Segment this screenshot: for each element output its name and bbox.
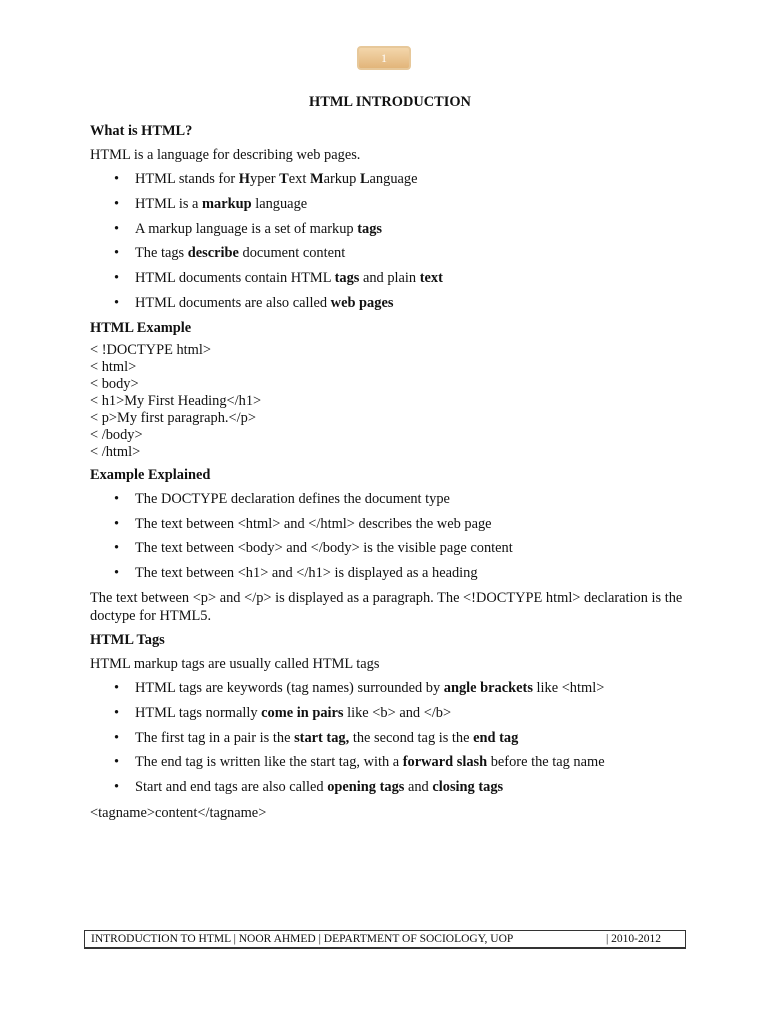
- list-item: • The end tag is written like the start tag, with a forward slash before the tag name: [90, 750, 690, 775]
- code-line: < p>My first paragraph.</p>: [90, 409, 256, 426]
- list-item: • HTML tags are keywords (tag names) surrounded by angle brackets like <html>: [90, 676, 690, 701]
- list-item: • The text between <html> and </html> describes the web page: [90, 512, 690, 537]
- code-line: < !DOCTYPE html>: [90, 341, 211, 358]
- footer-left-text: INTRODUCTION TO HTML | NOOR AHMED | DEPARTMENT OF SOCIOLOGY, UOP: [91, 933, 514, 945]
- code-line: < h1>My First Heading</h1>: [90, 392, 262, 409]
- code-line: < body>: [90, 375, 139, 392]
- document-body: [90, 93, 690, 822]
- section-heading-html-example: HTML Example: [90, 319, 192, 336]
- section-heading-example-explained: Example Explained: [90, 466, 211, 483]
- example-explained-paragraph: The text between <p> and </p> is displayed as a paragraph. The <!DOCTYPE html> declaration is the doctype for HTML5.: [90, 589, 683, 624]
- section-heading-html-tags: HTML Tags: [90, 631, 165, 648]
- list-item: • The DOCTYPE declaration defines the document type: [90, 487, 690, 512]
- example-explained-list: [90, 487, 690, 586]
- page-footer: [84, 930, 686, 949]
- list-item: • The tags describe document content: [90, 241, 690, 266]
- code-line: < /html>: [90, 443, 141, 460]
- code-example: [90, 342, 690, 461]
- footer-year-range: | 2010-2012: [605, 933, 661, 945]
- list-item: • HTML stands for Hyper Text Markup Language: [90, 167, 690, 192]
- what-is-html-list: [90, 167, 690, 316]
- list-item: • A markup language is a set of markup tags: [90, 217, 690, 242]
- intro-paragraph: HTML is a language for describing web pages.: [90, 147, 361, 163]
- code-line: < html>: [90, 358, 137, 375]
- page-number: 1: [381, 50, 387, 65]
- list-item: • HTML documents are also called web pages: [90, 291, 690, 316]
- list-item: • The first tag in a pair is the start tag, the second tag is the end tag: [90, 726, 690, 751]
- list-item: • The text between <body> and </body> is the visible page content: [90, 536, 690, 561]
- page-title: HTML INTRODUCTION: [309, 94, 471, 110]
- html-tags-list: [90, 676, 690, 800]
- page-number-badge: [357, 46, 411, 70]
- code-line: < /body>: [90, 426, 143, 443]
- html-tags-intro: HTML markup tags are usually called HTML tags: [90, 655, 380, 672]
- list-item: • Start and end tags are also called opening tags and closing tags: [90, 775, 690, 800]
- list-item: • HTML tags normally come in pairs like <b> and </b>: [90, 701, 690, 726]
- list-item: • HTML is a markup language: [90, 192, 690, 217]
- list-item: • The text between <h1> and </h1> is displayed as a heading: [90, 561, 690, 586]
- section-heading-what-is-html: What is HTML?: [90, 123, 193, 139]
- tag-syntax-example: <tagname>content</tagname>: [90, 804, 267, 821]
- list-item: • HTML documents contain HTML tags and plain text: [90, 266, 690, 291]
